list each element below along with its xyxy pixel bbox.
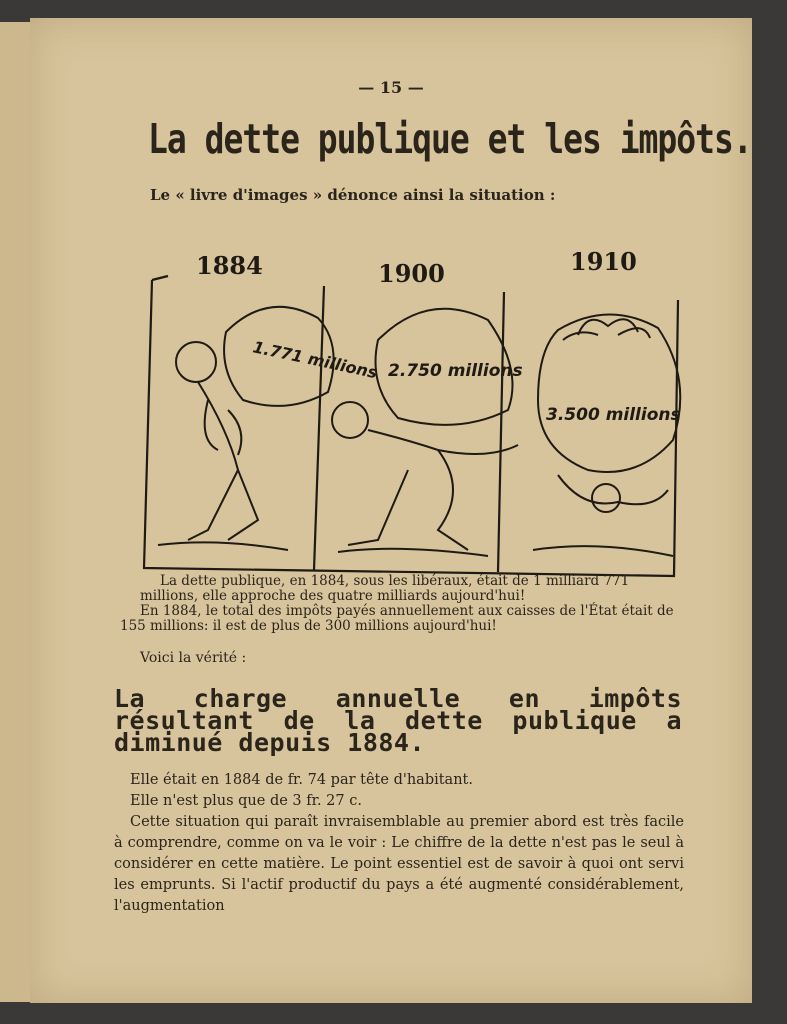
paragraph-dette: La dette publique, en 1884, sous les libéraux, était de 1 milliard 771 millions, elle approche des quatre milliards aujourd'hui!	[140, 573, 630, 604]
panel-1910-figure	[533, 314, 680, 556]
left-page-edge	[0, 22, 31, 1002]
cartoon-illustration	[138, 240, 686, 586]
line-1884: Elle était en 1884 de fr. 74 par tête d'habitant.	[130, 772, 473, 788]
page-number: — 15 —	[358, 78, 424, 97]
sack-1900-label: 2.750 millions	[388, 361, 523, 381]
page-title: La dette publique et les impôts.	[148, 114, 752, 163]
verite-label: Voici la vérité :	[140, 650, 247, 666]
final-section	[114, 770, 684, 917]
year-1884: 1884	[196, 251, 263, 280]
sack-1884-label: 1.771 millions	[251, 337, 380, 383]
paragraph-explanation: Cette situation qui paraît invraisemblable au premier abord est très facile à comprendre, comme on va le voir : Le chiffre de la dette n'est pas le seul à considérer en cette matière. Le point essentiel est de savoir à quoi ont servi les emprunts. Si l'actif productif du pays a été augmenté considérablement, l'augmentation	[114, 814, 684, 914]
paragraph-impots: En 1884, le total des impôts payés annuellement aux caisses de l'État était de 155 millions: il est de plus de 300 millions aujourd'hui!	[120, 603, 674, 634]
book-page	[30, 18, 752, 1003]
year-1910: 1910	[570, 247, 637, 276]
headline: La charge annuelle en impôts résultant de la dette publique a diminué depuis 1884.	[114, 684, 682, 757]
year-1900: 1900	[378, 259, 445, 288]
panel-1884-figure	[158, 307, 334, 550]
line-today: Elle n'est plus que de 3 fr. 27 c.	[130, 793, 362, 809]
panel-1900-figure	[332, 309, 518, 556]
cartoon-svg	[138, 240, 686, 586]
intro-text: Le « livre d'images » dénonce ainsi la situation :	[150, 186, 556, 204]
sack-1910-label: 3.500 millions	[546, 405, 681, 425]
